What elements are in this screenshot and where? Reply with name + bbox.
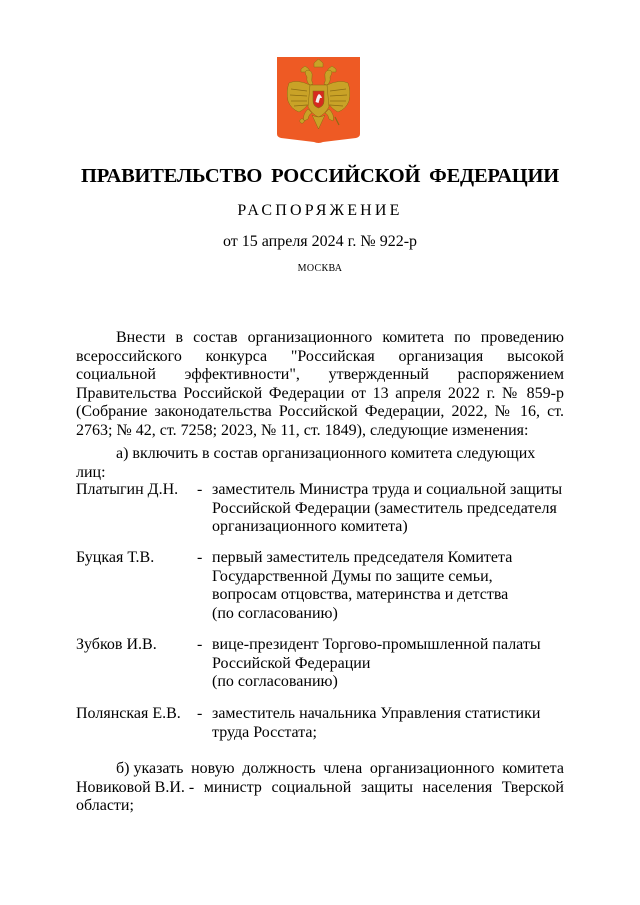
item-b-word: комитета xyxy=(502,760,564,777)
item-b-word: организационного xyxy=(369,760,495,777)
person-position-line: (по согласованию) xyxy=(212,673,338,691)
person-position-line: Российской Федерации (заместитель председателя xyxy=(212,499,557,517)
person-position-line: (по согласованию) xyxy=(212,604,338,622)
person-dash: - xyxy=(197,481,203,498)
item-b-word: защиты xyxy=(360,778,413,796)
person-name: Зубков И.В. xyxy=(76,636,157,653)
item-b-word: б) указать xyxy=(116,760,184,777)
item-b-word: социальной xyxy=(271,778,352,796)
government-title: ПРАВИТЕЛЬСТВО РОССИЙСКОЙ ФЕДЕРАЦИИ xyxy=(81,165,559,187)
person-position-line: Государственной Думы по защите семьи, xyxy=(212,567,493,585)
item-b-word: Новиковой В.И. - xyxy=(76,778,195,796)
person-name: Буцкая Т.В. xyxy=(76,549,155,566)
item-a-paragraph: а) включить в состав организационного комитета следующих лиц: xyxy=(76,445,536,481)
person-position-line: Российской Федерации xyxy=(212,654,371,672)
item-b-line xyxy=(76,760,564,779)
intro-paragraph: Внести в состав организационного комитета по проведению всероссийского конкурса "Российская организация высокой социальной эффективности", утвержденный распоряжением Правительства Российской Федерации от 13 апреля 2022 г. № 859-р (Собрание законодательства Российской Федерации, 2022, № 16, ст. 2763; № 42, ст. 7258; 2023, № 11, ст. 1849), следующие изменения: xyxy=(76,329,564,439)
person-position xyxy=(212,705,572,742)
item-b-word: члена xyxy=(323,760,363,777)
person-position-line: заместитель начальника Управления статистики xyxy=(212,705,541,722)
item-b-word: министр xyxy=(203,778,262,796)
person-dash: - xyxy=(197,636,203,653)
item-b-line: области; xyxy=(76,797,134,815)
person-position xyxy=(212,549,572,623)
person-name: Платыгин Д.Н. xyxy=(76,481,179,498)
item-b-line xyxy=(76,779,564,798)
item-b-word: должность xyxy=(242,760,316,777)
item-b-word: Тверской xyxy=(501,778,564,796)
item-b-word: новую xyxy=(191,760,235,777)
person-position xyxy=(212,636,572,692)
person-position xyxy=(212,481,572,537)
person-dash: - xyxy=(197,549,203,566)
item-b-word: населения xyxy=(422,778,493,796)
person-name: Полянская Е.В. xyxy=(76,705,181,722)
person-dash: - xyxy=(197,705,203,722)
coat-of-arms-emblem-icon xyxy=(277,57,360,144)
document-type: РАСПОРЯЖЕНИЕ xyxy=(237,202,403,219)
person-position-line: вопросам отцовства, материнства и детства xyxy=(212,586,509,604)
person-position-line: заместитель Министра труда и социальной защиты xyxy=(212,481,563,498)
person-position-line: первый заместитель председателя Комитета xyxy=(212,549,513,566)
document-city: МОСКВА xyxy=(297,263,343,274)
person-position-line: вице-президент Торгово-промышленной палаты xyxy=(212,636,541,653)
person-position-line: организационного комитета) xyxy=(212,518,408,536)
person-position-line: труда Росстата; xyxy=(212,723,317,741)
item-b-paragraph xyxy=(76,760,564,816)
document-date-number: от 15 апреля 2024 г. № 922-р xyxy=(222,233,418,250)
